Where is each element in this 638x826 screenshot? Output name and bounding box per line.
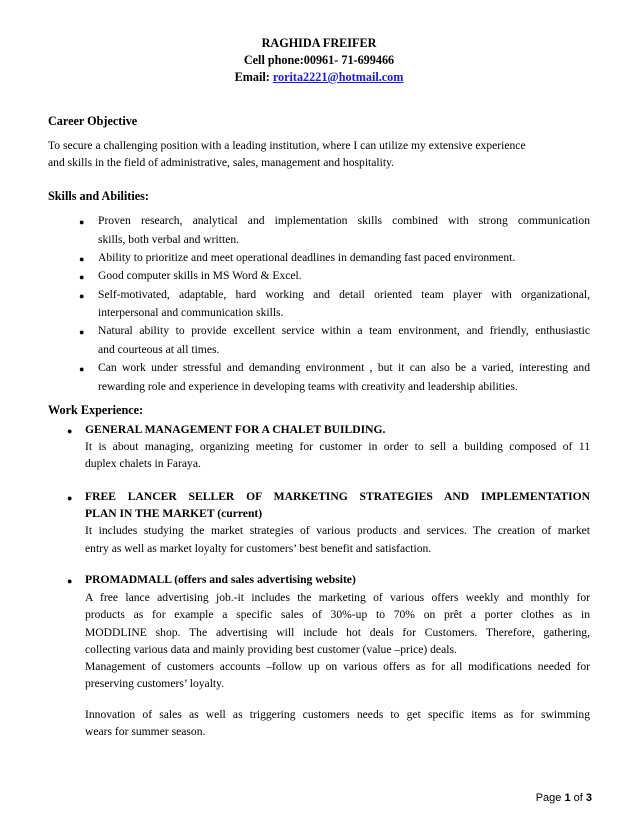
job-3-line-5: Management of customers accounts –follow up on various offers as for all modifications needed for: [85, 660, 590, 673]
bullet-icon: ●: [79, 364, 85, 374]
skill-6-line-2: rewarding role and experience in developing teams with creativity and leadership abilities.: [98, 380, 518, 393]
skill-1-line-1: Proven research, analytical and implementation skills combined with strong communication: [98, 214, 590, 227]
career-objective-heading: Career Objective: [48, 114, 138, 128]
job-3-line-7: Innovation of sales as well as triggering customers needs to get specific items as for swimming: [85, 708, 590, 721]
of-word: of: [570, 792, 586, 804]
bullet-icon: ●: [79, 327, 85, 337]
skill-5-line-2: and courteous at all times.: [98, 343, 220, 356]
skill-6-line-1: Can work under stressful and demanding environment , but it can also be a varied, interesting and: [98, 361, 590, 374]
job-2-line-1: It includes studying the market strategies of various products and services. The creation of market: [85, 524, 590, 537]
job-3-line-1: A free lance advertising job.-it includes the marketing of various offers weekly and monthly for: [85, 591, 590, 604]
job-2-line-2: entry as well as market loyalty for customers’ best benefit and satisfaction.: [85, 542, 432, 555]
skill-1-line-2: skills, both verbal and written.: [98, 233, 240, 246]
career-objective-line-2: and skills in the field of administrative, sales, management and hospitality.: [48, 156, 395, 169]
job-2-title-line-1: FREE LANCER SELLER OF MARKETING STRATEGIES AND IMPLEMENTATION: [85, 490, 590, 503]
bullet-icon: ●: [79, 272, 85, 282]
bullet-icon: ●: [79, 254, 85, 264]
job-3-line-6: preserving customers’ loyalty.: [85, 677, 225, 690]
skill-4-line-1: Self-motivated, adaptable, hard working and detail oriented team player with organizational,: [98, 288, 590, 301]
skills-heading: Skills and Abilities:: [48, 189, 149, 203]
job-1-title: GENERAL MANAGEMENT FOR A CHALET BUILDING.: [85, 423, 386, 436]
job-2-title-line-2: PLAN IN THE MARKET (current): [85, 507, 263, 520]
bullet-icon: ●: [67, 576, 73, 586]
career-objective-line-1: To secure a challenging position with a leading institution, where I can utilize my extensive experience: [48, 139, 526, 152]
page-word: Page: [535, 792, 565, 804]
email-line: [0, 69, 638, 86]
bullet-icon: ●: [67, 493, 73, 503]
skill-5-line-1: Natural ability to provide excellent service within a team environment, and friendly, enthusiastic: [98, 324, 590, 337]
job-3-line-4: collecting various data and mainly providing best customer (value –price) deals.: [85, 643, 457, 656]
job-3-line-2: products as for example a specific sales of 30%-up to 70% on prêt a porter clothes as in: [85, 608, 590, 621]
bullet-icon: ●: [79, 217, 85, 227]
job-3-title: PROMADMALL (offers and sales advertising website): [85, 573, 356, 586]
bullet-icon: ●: [67, 426, 73, 436]
job-1-line-1: It is about managing, organizing meeting for customer in order to sell a building composed of 11: [85, 440, 590, 453]
job-3-line-8: wears for summer season.: [85, 725, 206, 738]
email-label: Email:: [234, 70, 273, 84]
work-experience-heading: Work Experience:: [48, 403, 144, 417]
applicant-name: RAGHIDA FREIFER: [261, 36, 377, 50]
total-pages: 3: [585, 792, 592, 804]
skill-2: Ability to prioritize and meet operational deadlines in demanding fast paced environment.: [98, 251, 516, 264]
job-1-line-2: duplex chalets in Faraya.: [85, 457, 201, 470]
phone-line: Cell phone:00961- 71-699466: [243, 53, 395, 67]
current-page: 1: [564, 792, 571, 804]
skill-4-line-2: interpersonal and communication skills.: [98, 306, 284, 319]
bullet-icon: ●: [79, 291, 85, 301]
email-link[interactable]: rorita2221@hotmail.com: [272, 70, 404, 84]
skill-3: Good computer skills in MS Word & Excel.: [98, 269, 302, 282]
job-3-line-3: MODDLINE shop. The advertising will include hot deals for Customers. Therefore, gathering,: [85, 626, 590, 639]
page-number: [536, 792, 592, 804]
